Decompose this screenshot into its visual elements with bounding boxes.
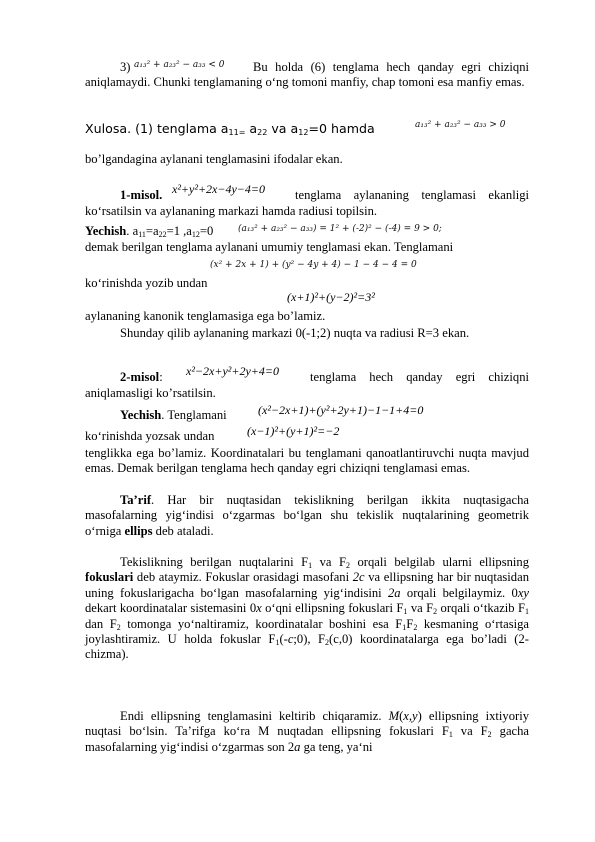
example2-line2: aniqlamasligi ko’rsatilsin. (85, 386, 216, 400)
example1-canonical-formula: (x+1)²+(y−2)²=3² (287, 290, 375, 304)
example2-heading: 2-misol: (120, 370, 163, 384)
example1-line4: ko‘rinishda yozib undan (85, 276, 208, 290)
example1-text: tenglama aylananing tenglamasi ekanligi (295, 188, 529, 202)
example2-conclusion: tenglikka ega bo’lamiz. Koordinatalari bu tenglamani qanoatlantiruvchi nuqta mavjud emas. Demak berilgan tenglama hech qanday egri chiziqni tenglamasi emas. (85, 446, 529, 476)
example1-line2: ko‘rsatilsin va aylananing markazi hamda radiusi topilsin. (85, 204, 378, 218)
example1-solution: Yechish. $a_{11}=a_{22}=1$ $,a_{12}=0$ (85, 224, 214, 239)
example2-solution: Yechish. Tenglamani (120, 408, 227, 422)
example2-formula: x²−2x+y²+2y+4=0 (186, 364, 279, 378)
conclusion-text: bo’lgandagina aylanani tenglamasini ifodalar ekan. (85, 152, 343, 166)
ellipse-derivation-paragraph: Endi ellipsning tenglamasini keltirib chiqaramiz. M(x,y) ellipsning ixtiyoriy nuqtasi bo‘lsin. Ta’rifga ko‘ra M nuqtadan ellipsning fokuslari $F_1$ va $F_2$ gacha masofalarning yig‘indisi o‘zgarmas son 2a ga teng, ya‘ni (85, 709, 530, 754)
example1-heading: 1-misol. (120, 188, 163, 202)
item-number: 3) (120, 60, 131, 74)
example1-line3: demak berilgan tenglama aylanani umumiy tenglamasi ekan. Tenglamani (85, 240, 454, 254)
conclusion-line: Xulosa. (1) tenglama $a_{11=}$ $a_{22}$ va $a_{12}=0$ hamda (85, 121, 375, 137)
ellipse-definition: Ta’rif. Har bir nuqtasidan tekislikning berilgan ikkita nuqtasigacha masofalarning yig‘indisi o‘zgarmas bo‘lgan shu tekislik nuqtalarining geometrik o‘rniga ellips deb ataladi. (85, 493, 529, 538)
example1-line6: Shunday qilib aylananing markazi 0(-1;2) nuqta va radiusi R=3 ekan. (120, 326, 470, 340)
ellipse-foci-paragraph: Tekislikning berilgan nuqtalarini $F_1$ va $F_2$ orqali belgilab ularni ellipsning fokuslari deb ataymiz. Fokuslar orasidagi masofani 2c va ellipsning har bir nuqtasidan uning fokuslarigacha bo‘lgan masofalarning yig‘indisini 2a orqali belgilaymiz. 0xy dekart koordinatalar sistemasini 0x o‘qni ellipsning fokuslari $F_1$ va $F_2$ orqali o‘tkazib $F_1$ dan $F_2$ tomonga yo‘naltiramiz, koordinatalar boshini esa $F_1F_2$ kesmaning o‘rtasiga joylashtiramiz. U holda fokuslar $F_1(-c;0)$, $F_2(c,0)$ koordinatalarga ega bo’ladi (2-chizma). (85, 555, 530, 662)
example2-expanded-formula: (x²−2x+1)+(y²+2y+1)−1−1+4=0 (258, 403, 424, 417)
example1-formula: x²+y²+2x−4y−4=0 (172, 182, 265, 196)
example2-text: tenglama hech qanday egri chiziqni (310, 370, 529, 384)
example2-result-formula: (x−1)²+(y+1)²=−2 (247, 424, 340, 438)
conclusion-formula-image: a₁₃² + a₂₃² − a₃₃ > 0 (415, 120, 506, 130)
example1-expanded-image: (x² + 2x + 1) + (y² − 4y + 4) − 1 − 4 − 4 = 0 (210, 260, 417, 270)
paragraph-case3: Bu holda (6) tenglama hech qanday egri chiziqni aniqlamaydi. Chunki tenglamaning o‘ng tomoni manfiy, chap tomoni esa manfiy emas. (85, 60, 529, 90)
example2-line3: ko‘rinishda yozsak undan (85, 429, 215, 443)
example1-check-image: (a₁₃² + a₂₃² − a₃₃) = 1² + (-2)² − (-4) = 9 > 0; (238, 224, 442, 234)
example1-line5: aylananing kanonik tenglamasiga ega bo’lamiz. (85, 309, 326, 323)
condition-formula-image: a₁₃² + a₂₃² − a₃₃ < 0 (134, 60, 225, 70)
